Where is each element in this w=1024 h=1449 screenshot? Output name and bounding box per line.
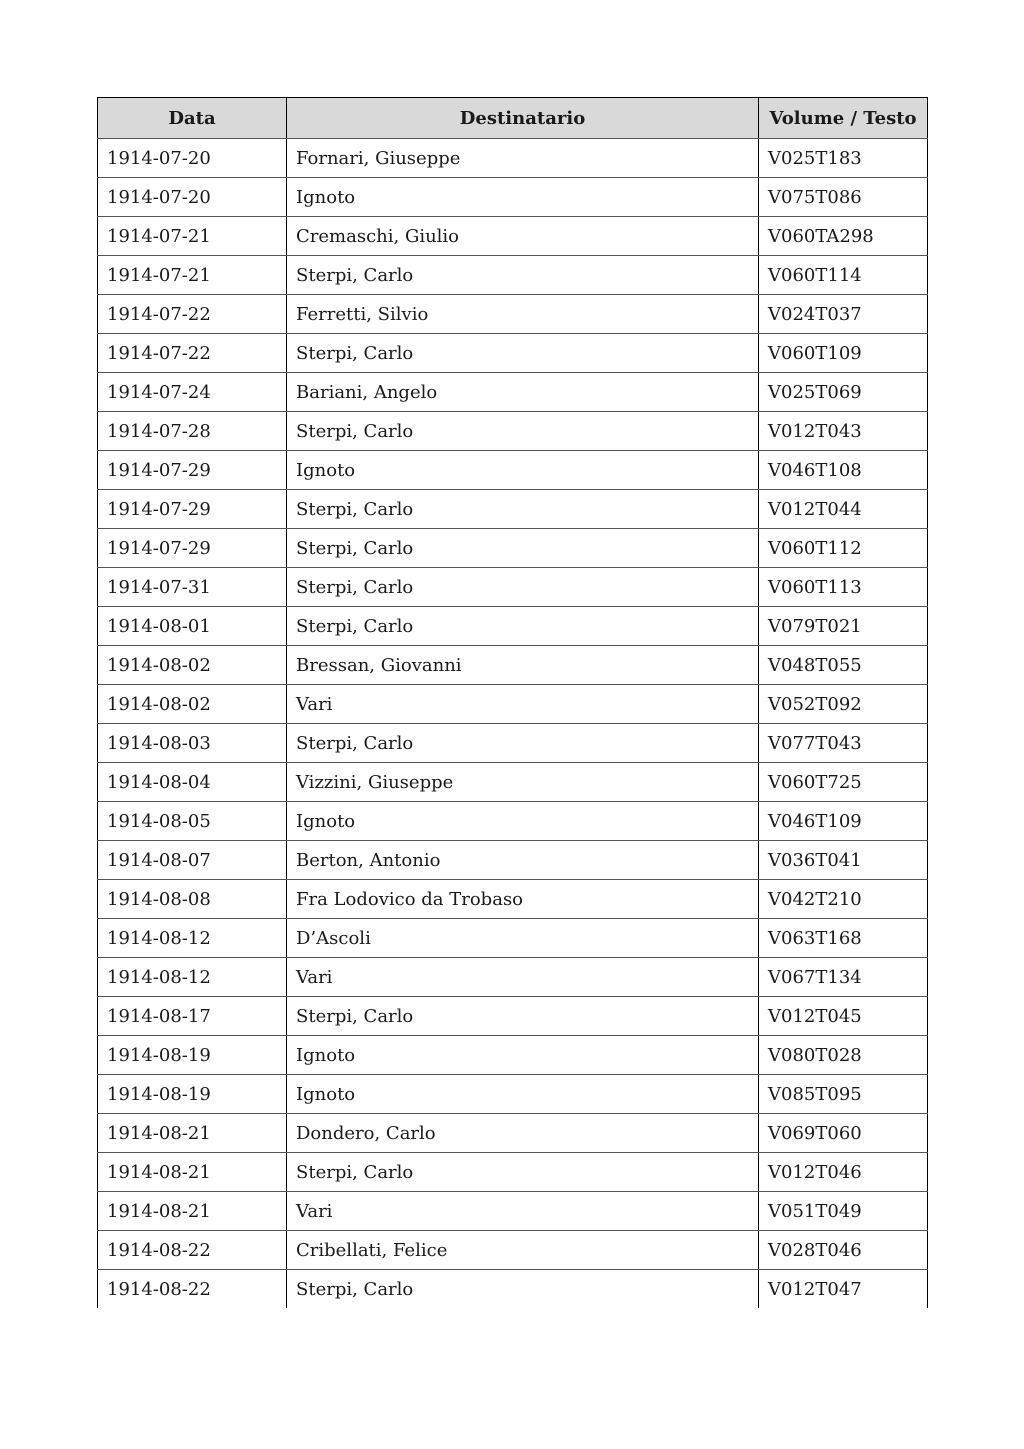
cell-recipient: Ignoto <box>287 178 759 217</box>
cell-recipient: Bariani, Angelo <box>287 373 759 412</box>
cell-date: 1914-07-28 <box>98 412 287 451</box>
table-row <box>98 334 928 373</box>
table-row <box>98 685 928 724</box>
header-row <box>98 98 928 139</box>
cell-recipient: Sterpi, Carlo <box>287 724 759 763</box>
cell-volume-text: V012T047 <box>759 1270 928 1309</box>
table-row <box>98 529 928 568</box>
cell-date: 1914-08-17 <box>98 997 287 1036</box>
table-row <box>98 763 928 802</box>
cell-volume-text: V042T210 <box>759 880 928 919</box>
cell-recipient: Sterpi, Carlo <box>287 1270 759 1309</box>
cell-date: 1914-08-04 <box>98 763 287 802</box>
cell-date: 1914-08-02 <box>98 685 287 724</box>
column-header-data: Data <box>98 98 287 139</box>
cell-date: 1914-07-20 <box>98 139 287 178</box>
cell-recipient: Sterpi, Carlo <box>287 412 759 451</box>
table-row <box>98 217 928 256</box>
table-row <box>98 1153 928 1192</box>
table-row <box>98 139 928 178</box>
cell-volume-text: V080T028 <box>759 1036 928 1075</box>
column-header-destinatario: Destinatario <box>287 98 759 139</box>
cell-volume-text: V060T725 <box>759 763 928 802</box>
cell-volume-text: V024T037 <box>759 295 928 334</box>
table-row <box>98 256 928 295</box>
table-row <box>98 607 928 646</box>
column-header-volume-testo: Volume / Testo <box>759 98 928 139</box>
cell-recipient: Ignoto <box>287 802 759 841</box>
cell-date: 1914-07-22 <box>98 334 287 373</box>
cell-volume-text: V025T069 <box>759 373 928 412</box>
cell-volume-text: V051T049 <box>759 1192 928 1231</box>
cell-date: 1914-08-21 <box>98 1114 287 1153</box>
cell-volume-text: V075T086 <box>759 178 928 217</box>
cell-volume-text: V060TA298 <box>759 217 928 256</box>
table-body <box>98 139 928 1309</box>
cell-recipient: Berton, Antonio <box>287 841 759 880</box>
table-row <box>98 568 928 607</box>
cell-volume-text: V028T046 <box>759 1231 928 1270</box>
cell-date: 1914-07-31 <box>98 568 287 607</box>
cell-date: 1914-08-03 <box>98 724 287 763</box>
cell-volume-text: V069T060 <box>759 1114 928 1153</box>
cell-recipient: Sterpi, Carlo <box>287 256 759 295</box>
cell-date: 1914-08-19 <box>98 1036 287 1075</box>
cell-date: 1914-08-08 <box>98 880 287 919</box>
cell-date: 1914-07-29 <box>98 490 287 529</box>
cell-date: 1914-08-21 <box>98 1192 287 1231</box>
cell-volume-text: V079T021 <box>759 607 928 646</box>
table-row <box>98 412 928 451</box>
table-row <box>98 1114 928 1153</box>
cell-recipient: Ferretti, Silvio <box>287 295 759 334</box>
cell-volume-text: V052T092 <box>759 685 928 724</box>
table-header <box>98 98 928 139</box>
cell-date: 1914-08-12 <box>98 919 287 958</box>
cell-date: 1914-07-21 <box>98 256 287 295</box>
cell-date: 1914-07-24 <box>98 373 287 412</box>
cell-date: 1914-08-05 <box>98 802 287 841</box>
table-row <box>98 802 928 841</box>
table-row <box>98 919 928 958</box>
table-row <box>98 295 928 334</box>
cell-volume-text: V060T109 <box>759 334 928 373</box>
cell-recipient: Sterpi, Carlo <box>287 490 759 529</box>
cell-volume-text: V036T041 <box>759 841 928 880</box>
cell-recipient: Fornari, Giuseppe <box>287 139 759 178</box>
cell-date: 1914-07-20 <box>98 178 287 217</box>
cell-recipient: Sterpi, Carlo <box>287 568 759 607</box>
cell-volume-text: V067T134 <box>759 958 928 997</box>
cell-volume-text: V060T114 <box>759 256 928 295</box>
cell-date: 1914-08-21 <box>98 1153 287 1192</box>
cell-recipient: Sterpi, Carlo <box>287 1153 759 1192</box>
cell-date: 1914-08-07 <box>98 841 287 880</box>
cell-date: 1914-08-19 <box>98 1075 287 1114</box>
table-row <box>98 880 928 919</box>
cell-recipient: D’Ascoli <box>287 919 759 958</box>
cell-volume-text: V048T055 <box>759 646 928 685</box>
table-row <box>98 958 928 997</box>
table-row <box>98 1192 928 1231</box>
cell-recipient: Ignoto <box>287 1036 759 1075</box>
cell-recipient: Cribellati, Felice <box>287 1231 759 1270</box>
document-page <box>97 97 927 1308</box>
cell-date: 1914-08-22 <box>98 1231 287 1270</box>
cell-volume-text: V060T113 <box>759 568 928 607</box>
table-row <box>98 1075 928 1114</box>
cell-volume-text: V077T043 <box>759 724 928 763</box>
cell-recipient: Sterpi, Carlo <box>287 529 759 568</box>
table-row <box>98 451 928 490</box>
cell-date: 1914-07-29 <box>98 451 287 490</box>
cell-recipient: Ignoto <box>287 451 759 490</box>
table-row <box>98 1270 928 1309</box>
cell-date: 1914-07-29 <box>98 529 287 568</box>
cell-volume-text: V063T168 <box>759 919 928 958</box>
cell-recipient: Fra Lodovico da Trobaso <box>287 880 759 919</box>
letters-table <box>97 97 928 1308</box>
cell-date: 1914-07-22 <box>98 295 287 334</box>
cell-volume-text: V046T108 <box>759 451 928 490</box>
table-row <box>98 724 928 763</box>
table-row <box>98 997 928 1036</box>
cell-date: 1914-08-12 <box>98 958 287 997</box>
cell-volume-text: V012T043 <box>759 412 928 451</box>
table-row <box>98 1036 928 1075</box>
cell-recipient: Vari <box>287 958 759 997</box>
cell-recipient: Sterpi, Carlo <box>287 607 759 646</box>
cell-volume-text: V025T183 <box>759 139 928 178</box>
cell-recipient: Sterpi, Carlo <box>287 334 759 373</box>
cell-volume-text: V012T045 <box>759 997 928 1036</box>
cell-volume-text: V060T112 <box>759 529 928 568</box>
cell-recipient: Vizzini, Giuseppe <box>287 763 759 802</box>
cell-recipient: Vari <box>287 1192 759 1231</box>
table-row <box>98 1231 928 1270</box>
cell-date: 1914-08-02 <box>98 646 287 685</box>
cell-date: 1914-08-01 <box>98 607 287 646</box>
cell-recipient: Dondero, Carlo <box>287 1114 759 1153</box>
cell-date: 1914-07-21 <box>98 217 287 256</box>
cell-volume-text: V046T109 <box>759 802 928 841</box>
table-row <box>98 646 928 685</box>
cell-volume-text: V012T044 <box>759 490 928 529</box>
table-row <box>98 490 928 529</box>
cell-recipient: Cremaschi, Giulio <box>287 217 759 256</box>
cell-volume-text: V085T095 <box>759 1075 928 1114</box>
cell-recipient: Vari <box>287 685 759 724</box>
cell-date: 1914-08-22 <box>98 1270 287 1309</box>
cell-recipient: Ignoto <box>287 1075 759 1114</box>
table-row <box>98 841 928 880</box>
cell-recipient: Bressan, Giovanni <box>287 646 759 685</box>
table-row <box>98 373 928 412</box>
cell-recipient: Sterpi, Carlo <box>287 997 759 1036</box>
table-row <box>98 178 928 217</box>
cell-volume-text: V012T046 <box>759 1153 928 1192</box>
